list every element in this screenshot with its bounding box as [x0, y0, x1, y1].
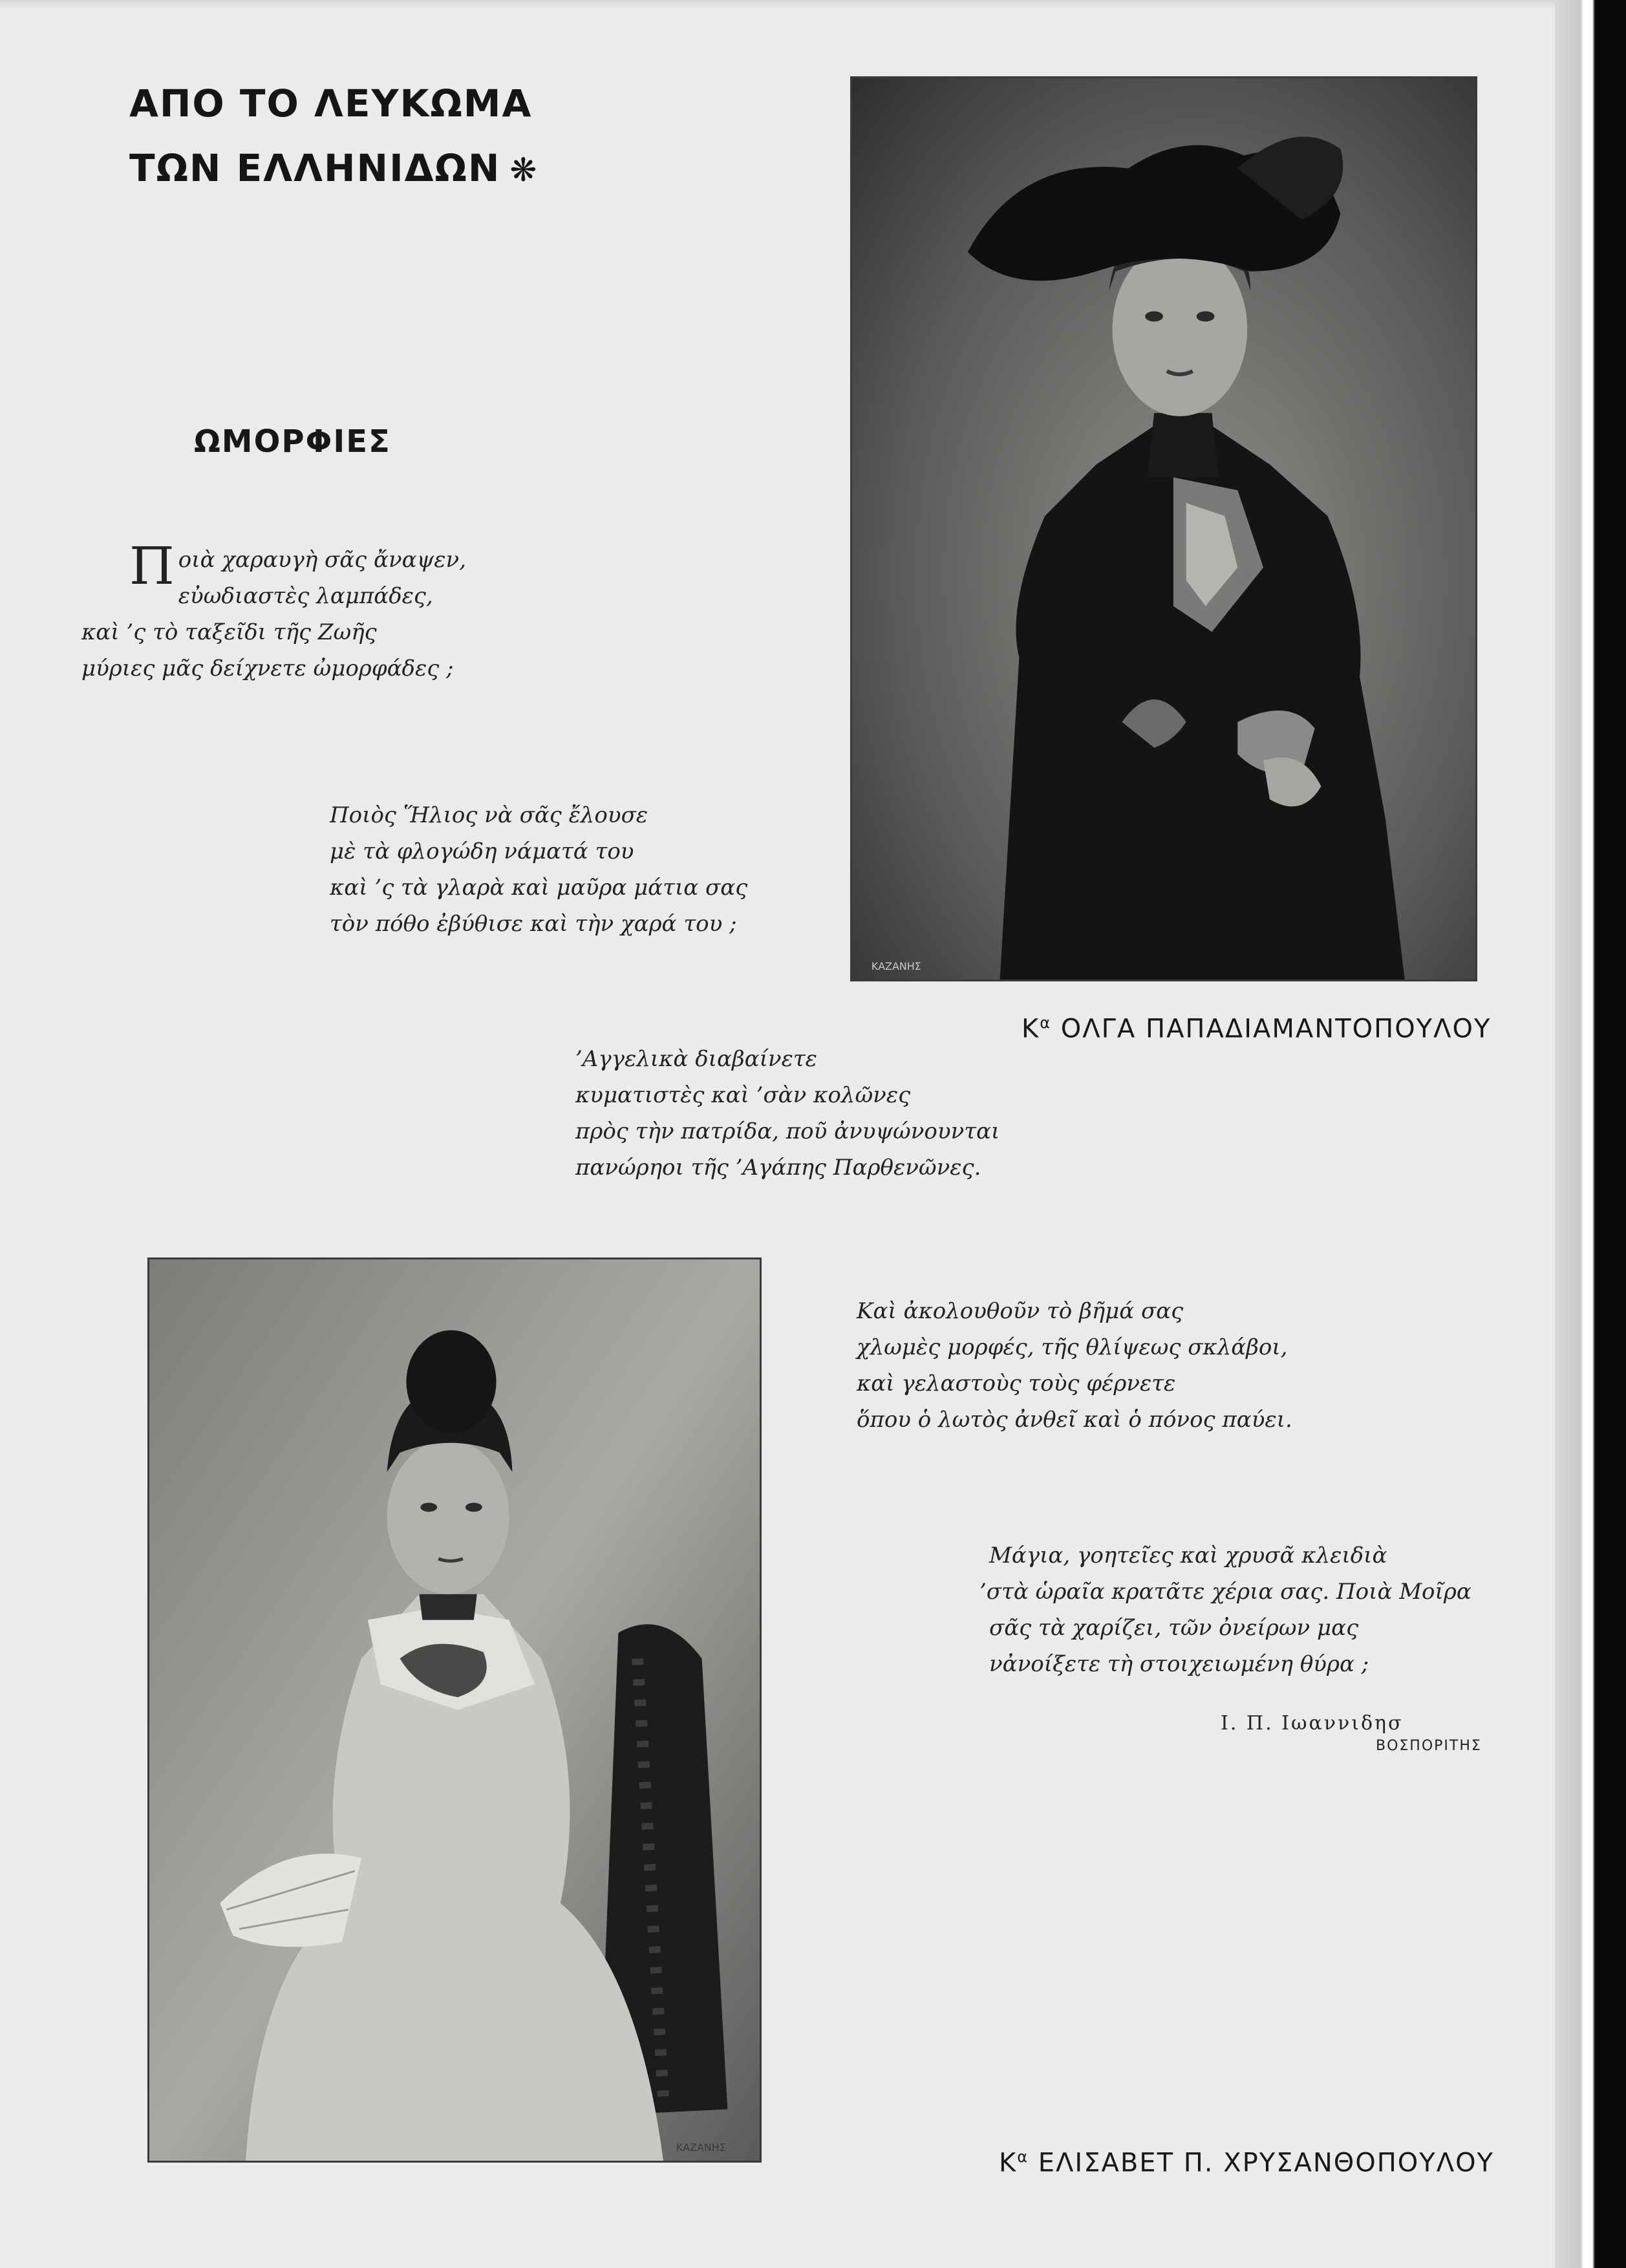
- verse-line: μύριες μᾶς δείχνετε ὠμορφάδες ;: [81, 656, 454, 681]
- heading-line-2: [129, 136, 538, 202]
- verse-line: κυματιστὲς καὶ ’σὰν κολῶνες: [575, 1082, 911, 1108]
- verse-line: ’στὰ ὡραῖα κρατᾶτε χέρια σας. Ποιὰ Μοῖρα: [979, 1579, 1471, 1605]
- verse-line: νἀνοίξετε τὴ στοιχειωμένη θύρα ;: [989, 1651, 1369, 1677]
- verse-line: ’Αγγελικὰ διαβαίνετε: [575, 1046, 817, 1072]
- heading-line-2-text: ΤΩΝ ΕΛΛΗΝΙΔΩΝ: [129, 146, 501, 190]
- verse-line: καὶ ’ς τὰ γλαρὰ καὶ μαῦρα μάτια σας: [330, 875, 748, 901]
- drop-cap: Π: [129, 536, 175, 596]
- verse-line: Μάγια, γοητεῖες καὶ χρυσᾶ κλειδιὰ: [989, 1543, 1387, 1568]
- stanza-5: [979, 1537, 1471, 1682]
- portrait-illustration: [852, 78, 1475, 979]
- stanza-3: [575, 1041, 1000, 1186]
- stanza-1: [81, 536, 467, 687]
- verse-line: εὐωδιαστὲς λαμπάδες,: [178, 583, 433, 609]
- poem-author-origin: ΒΟΣΠΟΡΙΤΗΣ: [1376, 1738, 1482, 1754]
- page-heading: [129, 71, 538, 202]
- verse-line: χλωμὲς μορφές, τῆς θλίψεως σκλάβοι,: [857, 1334, 1288, 1360]
- book-spine-edge: [1555, 0, 1626, 2268]
- verse-line: σᾶς τὰ χαρίζει, τῶν ὀνείρων μας: [989, 1615, 1359, 1641]
- verse-line: καὶ ’ς τὸ ταξεῖδι τῆς Ζωῆς: [81, 619, 377, 645]
- verse-line: ὅπου ὁ λωτὸς ἀνθεῖ καὶ ὁ πόνος παύει.: [857, 1407, 1292, 1433]
- verse-line: τὸν πόθο ἐβύθισε καὶ τὴν χαρά του ;: [330, 911, 737, 937]
- stanza-2: [330, 797, 747, 942]
- poem-title: ΩΜΟΡΦΙΕΣ: [194, 423, 391, 460]
- heading-line-1: ΑΠΟ ΤΟ ΛΕΥΚΩΜΑ: [129, 81, 533, 125]
- verse-line: μὲ τὰ φλογώδη νάματά του: [330, 839, 634, 864]
- photographer-credit: ΚΑΖΑΝΗΣ: [676, 2141, 726, 2154]
- flower-ornament-icon: ❋: [509, 151, 539, 189]
- verse-line: οιὰ χαραυγὴ σᾶς ἄναψεν,: [178, 547, 467, 573]
- verse-line: Ποιὸς Ἥλιος νὰ σᾶς ἔλουσε: [330, 802, 648, 828]
- stanza-4: [857, 1293, 1292, 1438]
- poem-author: Ι. Π. Ιωαννιδησ: [1221, 1712, 1404, 1735]
- page-shadow: [0, 0, 1555, 9]
- portrait-photo-olga: [850, 76, 1477, 981]
- caption-sup: α: [1017, 2148, 1029, 2166]
- caption-elisavet: [999, 2148, 1494, 2177]
- photographer-credit: ΚΑΖΑΝΗΣ: [871, 960, 921, 973]
- caption-olga: [1022, 1014, 1491, 1043]
- caption-prefix: Κ: [999, 2148, 1018, 2178]
- verse-line: πρὸς τὴν πατρίδα, ποῦ ἀνυψώνουνται: [575, 1118, 1000, 1144]
- caption-name: ΕΛΙΣΑΒΕΤ Π. ΧΡΥΣΑΝΘΟΠΟΥΛΟΥ: [1029, 2148, 1494, 2178]
- portrait-illustration: [149, 1259, 760, 2161]
- verse-line: πανώρηοι τῆς ’Αγάπης Παρθενῶνες.: [575, 1155, 981, 1181]
- caption-sup: α: [1040, 1014, 1052, 1032]
- verse-line: καὶ γελαστοὺς τοὺς φέρνετε: [857, 1371, 1176, 1396]
- verse-line: Καὶ ἀκολουθοῦν τὸ βῆμά σας: [857, 1298, 1184, 1324]
- portrait-photo-elisavet: [147, 1257, 762, 2163]
- caption-prefix: Κ: [1022, 1014, 1040, 1044]
- caption-name: ΟΛΓΑ ΠΑΠΑΔΙΑΜΑΝΤΟΠΟΥΛΟΥ: [1051, 1014, 1492, 1044]
